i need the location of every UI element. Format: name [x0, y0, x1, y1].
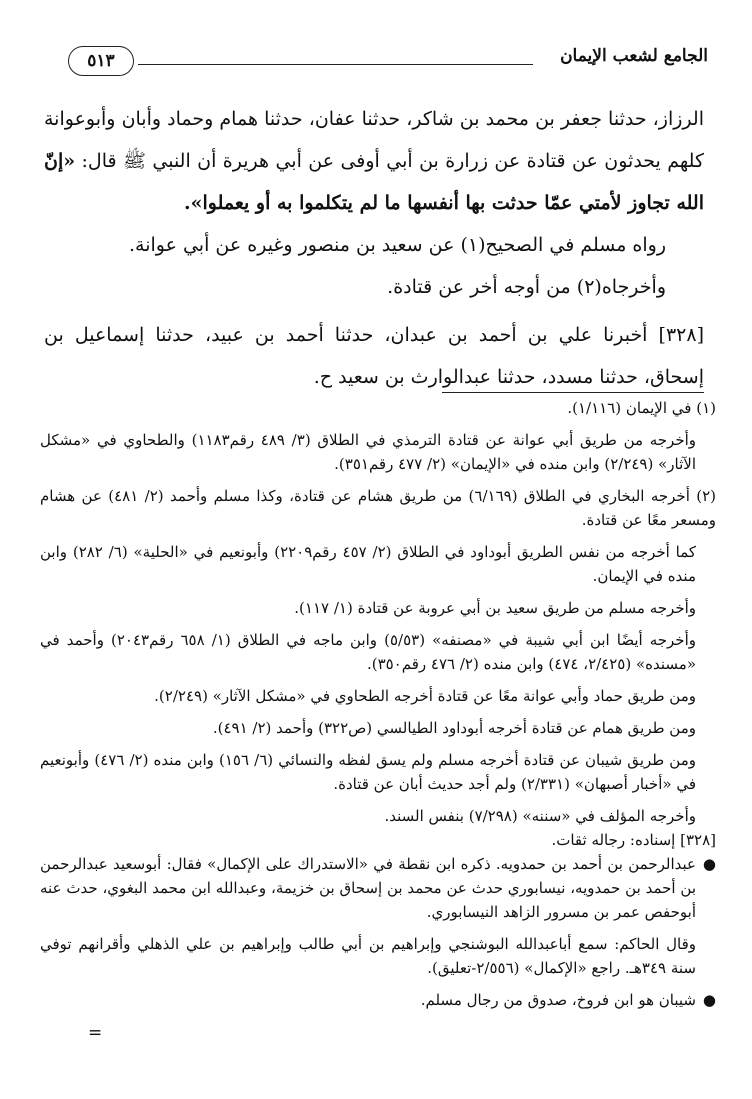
footnote-2-para: ومن طريق همام عن قتادة أخرجه أبوداود الطيالسي (ص٣٢٢) وأحمد (٢/ ٤٩١). — [212, 719, 696, 737]
narrator-item: ● عبدالرحمن بن أحمد بن حمدويه. ذكره ابن نقطة في «الاستدراك على الإكمال» فقال: أبوسعيد عبدالرحمن بن أحمد بن حمدويه، نيسابوري حدث عن محمد بن إسحاق بن خزيمة، وعبدالله ابن محمد البغوي، حدث عنه أبوحفص عمر بن مسرور الزاهد النيسابوري. — [40, 852, 716, 924]
footnote-2-para: ومن طريق شيبان عن قتادة أخرجه مسلم ولم يسق لفظه والنسائي (٦/ ١٥٦) وابن منده (٢/ ٤٧٦) وأبونعيم في «أخبار أصبهان» (٢/٣٣١) ولم أجد حديث أبان عن قتادة. — [40, 751, 696, 793]
footnote-1-head: (١) في الإيمان (١/١١٦). — [567, 399, 716, 417]
narrator-item-continued: وقال الحاكم: سمع أباعبدالله البوشنجي وإبراهيم بن أبي طالب وإبراهيم بن علي الذهلي وأقرانهم توفي سنة ٣٤٩هـ. راجع «الإكمال» (٢/٥٥٦-تعليق). — [40, 935, 696, 977]
footnote-separator — [442, 392, 704, 393]
footnote-2-para: ومن طريق حماد وأبي عوانة معًا عن قتادة أخرجه الطحاوي في «مشكل الآثار» (٢/٢٤٩). — [154, 687, 696, 705]
footnote-2-para: كما أخرجه من نفس الطريق أبوداود في الطلاق (٢/ ٤٥٧ رقم٢٢٠٩) وأبونعيم في «الحلية» (٦/ ٢٨٢) وابن منده في الإيمان. — [40, 543, 697, 585]
narrator-list — [40, 988, 716, 1012]
footnote-2-head: (٢) أخرجه البخاري في الطلاق (٦/١٦٩) من طريق هشام عن قتادة، وكذا مسلم وأحمد (٢/ ٤٨١) عن هشام ومسعر معًا عن قتادة. — [40, 487, 717, 529]
isnad-note-head: [٣٢٨] إسناده: رجاله ثقات. — [551, 831, 716, 849]
isnad-text: الرزاز، حدثنا جعفر بن محمد بن شاكر، حدثنا عفان، حدثنا همام وحماد وأبان وأبوعوانة كلهم يحدثون عن قتادة عن زرارة بن أبي أوفى عن أبي هريرة أن النبي ﷺ قال: — [44, 108, 704, 172]
header-rule — [138, 64, 533, 65]
footnote-1-body: وأخرجه من طريق أبي عوانة عن قتادة الترمذي في الطلاق (٣/ ٤٨٩ رقم١١٨٣) والطحاوي في «مشكل الآثار» (٢/٢٤٩) وابن منده في «الإيمان» (٢/ ٤٧٧ رقم٣٥١). — [40, 431, 697, 473]
main-text — [44, 98, 704, 398]
footnote-2-para: وأخرجه مسلم من طريق سعيد بن أبي عروبة عن قتادة (١/ ١١٧). — [294, 599, 696, 617]
footnote-2-para: وأخرجه المؤلف في «سننه» (٧/٢٩٨) بنفس السند. — [384, 807, 696, 825]
bullet-icon: ● — [702, 991, 716, 1009]
hadith-paragraph — [44, 98, 704, 224]
narrator-item: ● شيبان هو ابن فروخ، صدوق من رجال مسلم. — [40, 988, 716, 1012]
hadith-328-isnad: [٣٢٨] أخبرنا علي بن أحمد بن عبدان، حدثنا أحمد بن عبيد، حدثنا إسماعيل بن إسحاق، حدثنا مسدد، حدثنا عبدالوارث بن سعيد ح. — [44, 324, 704, 388]
page-header — [68, 40, 708, 82]
takhrij-line-1: رواه مسلم في الصحيح(١) عن سعيد بن منصور وغيره عن أبي عوانة. — [128, 234, 666, 256]
bullet-icon: ● — [702, 855, 716, 873]
takhrij-line-2: وأخرجاه(٢) من أوجه أخر عن قتادة. — [387, 276, 666, 298]
hadith-matn: «إنّ الله تجاوز لأمتي عمّا حدثت بها أنفسها ما لم يتكلموا به أو يعملوا». — [44, 150, 704, 214]
footnote-2-para: وأخرجه أيضًا ابن أبي شيبة في «مصنفه» (٥/٥٣) وابن ماجه في الطلاق (١/ ٦٥٨ رقم٢٠٤٣) وأحمد في «مسنده» (٢/٤٢٥، ٤٧٤) وابن منده (٢/ ٤٧٦ رقم٣٥٠). — [40, 631, 696, 673]
footnotes — [40, 396, 716, 1012]
page-number: ٥١٣ — [68, 46, 134, 76]
continuation-mark: = — [88, 1023, 103, 1043]
running-title: الجامع لشعب الإيمان — [560, 46, 708, 66]
narrator-list — [40, 852, 716, 924]
